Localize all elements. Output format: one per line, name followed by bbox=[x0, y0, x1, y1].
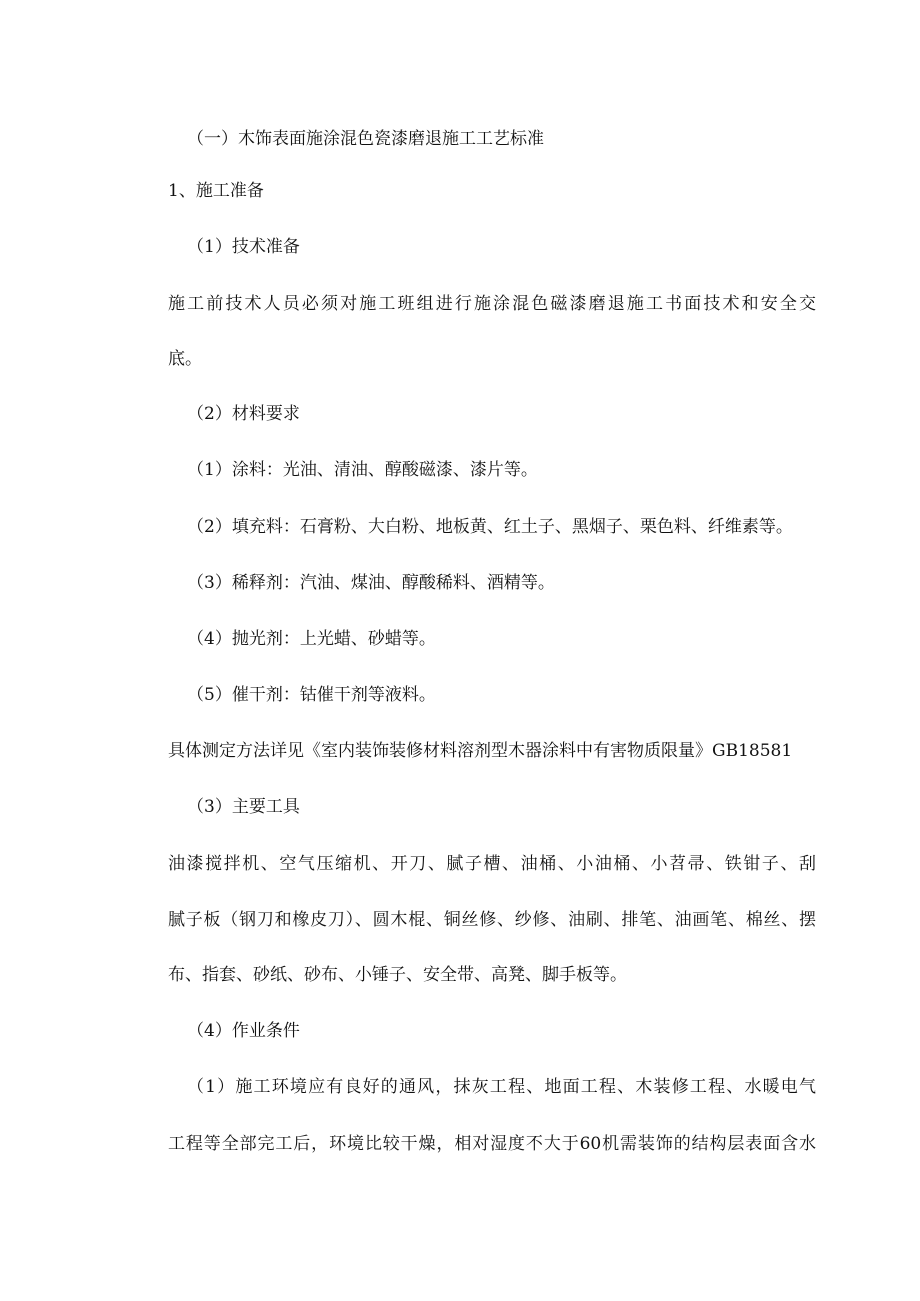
subsection-heading: 1、施工准备 bbox=[168, 181, 264, 201]
item-heading-tech-prep: （1）技术准备 bbox=[187, 237, 300, 257]
item-heading-tools: （3）主要工具 bbox=[187, 797, 300, 817]
paragraph-line: （1）施工环境应有良好的通风，抹灰工程、地面工程、木装修工程、水暖电气 bbox=[187, 1077, 816, 1097]
paragraph-line: 施工前技术人员必须对施工班组进行施涂混色磁漆磨退施工书面技术和安全交 bbox=[168, 294, 816, 314]
paragraph-line: 工程等全部完工后，环境比较干燥，相对湿度不大于60机需装饰的结构层表面含水 bbox=[168, 1134, 816, 1154]
list-item: （5）催干剂：钴催干剂等液料。 bbox=[187, 685, 436, 705]
item-heading-materials: （2）材料要求 bbox=[187, 404, 300, 424]
paragraph-line: 布、指套、砂纸、砂布、小锤子、安全带、高凳、脚手板等。 bbox=[168, 965, 627, 985]
paragraph-line: 底。 bbox=[168, 349, 202, 369]
paragraph-line: 具体测定方法详见《室内装饰装修材料溶剂型木器涂料中有害物质限量》GB18581 bbox=[168, 741, 793, 761]
list-item: （2）填充料：石膏粉、大白粉、地板黄、红土子、黑烟子、栗色料、纤维素等。 bbox=[187, 517, 793, 537]
item-heading-conditions: （4）作业条件 bbox=[187, 1021, 300, 1041]
list-item: （1）涂料：光油、清油、醇酸磁漆、漆片等。 bbox=[187, 460, 538, 480]
paragraph-line: 油漆搅拌机、空气压缩机、开刀、腻子槽、油桶、小油桶、小苕帚、铁钳子、刮 bbox=[168, 854, 816, 874]
list-item: （4）抛光剂：上光蜡、砂蜡等。 bbox=[187, 629, 436, 649]
paragraph-line: 腻子板（钢刀和橡皮刀）、圆木棍、铜丝修、纱修、油刷、排笔、油画笔、棉丝、摆 bbox=[168, 910, 816, 930]
list-item: （3）稀释剂：汽油、煤油、醇酸稀料、酒精等。 bbox=[187, 573, 555, 593]
section-heading: （一）木饰表面施涂混色瓷漆磨退施工工艺标准 bbox=[187, 129, 544, 149]
